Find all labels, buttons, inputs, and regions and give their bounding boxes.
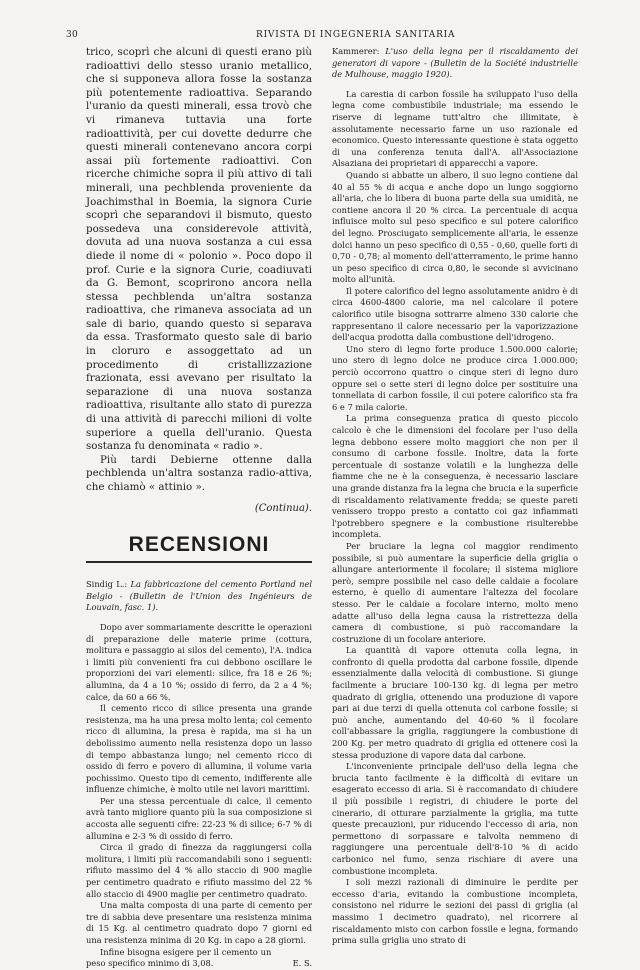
review-paragraph: Quando si abbatte un albero, il suo legno contiene dal 40 al 55 % di acqua e anche dopo un lungo soggiorno all'aria, che lo libera di buona parte della sua umidità, ne contiene ancora il 20 % circa. La percentuale di acqua influisce molto sul peso specifico e sul potere calorifico del legno. Prosciugato semplicemente all'aria, le essenze dolci hanno un peso specifico di 0,55 - 0,60, quelle forti di 0,70 - 0,78; al momento dell'atterramento, le prime hanno un peso specifico di circa 0,80, le seconde si avvicinano molto all'unità. xyxy=(332,169,578,285)
review-paragraph: Per bruciare la legna col maggior rendimento possibile, si può aumentare la superficie della griglia o allungare anteriormente il focolare; il sistema migliore però, sempre possibile nel caso delle caldaie a focolare esterno, è quello di aumentare l'altezza del focolare stesso. Per le caldaie a focolare interno, molto meno adatte all'uso della legna causa la ristrettezza della camera di combustione, si può raccomandare la costruzione di un focolare anteriore. xyxy=(332,540,578,644)
article-continued xyxy=(86,46,312,515)
review-reference xyxy=(86,579,312,614)
running-title: RIVISTA DI INGEGNERIA SANITARIA xyxy=(256,30,456,40)
review-paragraph: Per una stessa percentuale di calce, il cemento avrà tanto migliore quanto più la sua composizione si accosta alle seguenti cifre: 22-23 % di silice; 6-7 % di allumina e 2-3 % di ossido di ferro. xyxy=(86,795,312,841)
review-paragraph: La quantità di vapore ottenuta colla legna, in confronto di quella prodotta dal carbone fossile, dipende essenzialmente dalla velocità di combustione. Si giunge facilmente a bruciare 100-130 kg. di legna per metro quadrato di griglia, ottenendo una produzione di vapore pari ai due terzi di quella ottenuta col carbone fossile; si può anche, aumentando del 40-60 % il focolare coll'abbassare la griglia, raggiungere la combustione di 200 Kg. per metro quadrato di griglia ed ottenere così la stessa produzione di vapore data dal carbone. xyxy=(332,645,578,760)
review-paragraph: Dopo aver sommariamente descritte le operazioni di preparazione delle materie prime (cottura, molitura e passaggio ai silos del cemento), l'A. indica i limiti più convenienti fra cui debbono oscillare le proporzioni dei vari elementi: silice, fra 18 e 26 %; allumina, da 4 a 10 %; ossido di ferro, da 2 a 4 %; calce, da 60 a 66 %. xyxy=(86,621,312,702)
page-number: 30 xyxy=(66,30,79,40)
review-paragraph: Una malta composta di una parte di cemento per tre di sabbia deve presentare una resistenza minima di 15 Kg. al centimetro quadrato dopo 7 giorni ed una resistenza minima di 20 Kg. in capo a 28 giorni. xyxy=(86,900,312,945)
review-paragraph: Infine bisogna esigere per il cemento un peso specifico minimo di 3,08. xyxy=(86,946,272,969)
review-author: Sindig L.: xyxy=(86,579,128,590)
right-column xyxy=(332,46,578,947)
review-title: L'uso della legna per il riscaldamento dei generatori di vapore - (Bulletin de la Société industrielle de Mulhouse, maggio 1920). xyxy=(332,46,578,80)
article-paragraph: Più tardi Debierne ottenne dalla pechblenda un'altra sostanza radio-attiva, che chiamò « attinio ». xyxy=(86,453,312,493)
review-paragraph: La carestia di carbon fossile ha sviluppato l'uso della legna come combustibile industriale; ma essendo le riserve di legname tutt'altro che illimitate, è assolutamente necessario farne un uso razionale ed economico. Questo interessante questione è stata oggetto di una conferenza tenuta dall'A. all'Associazione Alsaziana dei proprietari di apparecchi a vapore. xyxy=(332,88,578,169)
review-paragraph: Il potere calorifico del legno assolutamente anidro è di circa 4600-4800 calorie, ma nel calcolare il potere calorifico utile bisogna sottrarre almeno 330 calorie che rappresentano il calore necessario per la vaporizzazione dell'acqua prodotta dalla combustione dell'idrogeno. xyxy=(332,285,578,343)
article-paragraph: trico, scoprì che alcuni di questi erano più radioattivi dello stesso uranio metallico, che si supponeva allora fosse la sostanza più potentemente radioattiva. Separando l'uranio da questi minerali, essa trovò che vi rimaneva tuttavia una forte radioattività, per cui dovette dedurre che questi minerali contenevano ancora corpi assai più fortemente radioattivi. Con ricerche chimiche sopra il più attivo di tali minerali, una pechblenda proveniente da Joachimsthal in Boemia, la signora Curie scoprì che separandovi il bismuto, questo possedeva una considerevole attività, dovuta ad una nuova sostanza a cui essa diede il nome di « polonio ». Poco dopo il prof. Curie e la signora Curie, coadiuvati da G. Bemont, scoprirono ancora nella stessa pechblenda un'altra sostanza radioattiva, che rimaneva associata ad un sale di bario, quando questo si separava da essa. Trasformato questo sale di bario in cloruro e assoggettato ad un procedimento di cristallizzazione frazionata, essi avevano per risultato la separazione di una nuova sostanza radioattiva, risultante allo stato di purezza di una attività di parecchi milioni di volte superiore a quella dell'uranio. Questa sostanza fu denominata « radio ». xyxy=(86,46,312,453)
review-paragraph: Il cemento ricco di silice presenta una grande resistenza, ma ha una presa molto lenta; col cemento ricco di allumina, la presa è rapida, ma si ha un debolissimo aumento nella resistenza dopo un lasso di tempo abbastanza lungo; nel cemento ricco di ossido di ferro e povero di allumina, il volume varia pochissimo. Questo tipo di cemento, indifferente alle influenze chimiche, è molto utile nei lavori marittimi. xyxy=(86,703,312,795)
review-author: Kammerer: xyxy=(332,46,380,56)
review-paragraph: La prima conseguenza pratica di questo piccolo calcolo è che le dimensioni del focolare per l'uso della legna debbono essere molto maggiori che non per il consumo di carbone fossile. Inoltre, data la forte percentuale di sostanze volatili e la lunghezza delle fiamme che ne è la conseguenza, è necessario lasciare una grande distanza fra la legna che brucia e la superficie di riscaldamento relativamente fredda; se queste pareti venissero troppo presto a contatto coi gaz infiammati l'potrebbero spegnere e la combustione risulterebbe incompleta. xyxy=(332,413,578,540)
review-paragraph: I soli mezzi razionali di diminuire le perdite per eccesso d'aria, evitando la combustione incompleta, consistono nel ridurre le sezioni dei passi di griglia (al massimo 1 decimetro quadrato), nel ricorrere al riscaldamento misto con carbon fossile e legna, formando prima sulla griglia uno strato di xyxy=(332,877,578,946)
review-cement xyxy=(86,579,312,970)
review-paragraph: L'inconveniente principale dell'uso della legna che brucia tanto facilmente è la difficoltà di evitare un esagerato eccesso di aria. Si è raccomandato di chiudere il più possibile i registri, di chiudere le porte del cinerario, di otturare parzialmente la griglia, ma tutte queste precauzioni, pur riducendo l'eccesso di aria, non permettono di sorpassare e talvolta nemmeno di raggiungere una percentuale dell'8-10 % di acido carbonico nel fumo, senza rischiare di avere una combustione incompleta. xyxy=(332,761,578,876)
continua-note: (Continua). xyxy=(254,502,312,514)
review-closing xyxy=(86,947,312,970)
page-header xyxy=(66,30,586,44)
review-title: La fabbricazione del cemento Portland nel Belgio - (Bulletin de l'Union des Ingénieurs de Louvain, fasc. 1). xyxy=(86,579,313,613)
left-column xyxy=(86,46,312,970)
review-paragraph: Circa il grado di finezza da raggiungersi colla molitura, i limiti più raccomandabili sono i seguenti: rifiuto massimo del 4 % allo staccio di 900 maglie per centimetro quadrato e rifiuto massimo del 22 % allo staccio di 4900 maglie per centimetro quadrato. xyxy=(86,842,312,899)
review-signature: E. S. xyxy=(292,958,312,969)
review-reference xyxy=(332,46,578,81)
review-wood xyxy=(332,46,578,947)
review-paragraph: Uno stero di legno forte produce 1.500.000 calorie; uno stero di legno dolce ne produce circa 1.000.000; perciò occorrono quattro o cinque steri di legno duro oppure sei o sette steri di legno dolce per sostituire una tonnellata di carbon fossile, il cui potere calorifico sta fra 6 e 7 mila calorie. xyxy=(332,343,578,412)
section-title: RECENSIONI xyxy=(86,533,312,563)
